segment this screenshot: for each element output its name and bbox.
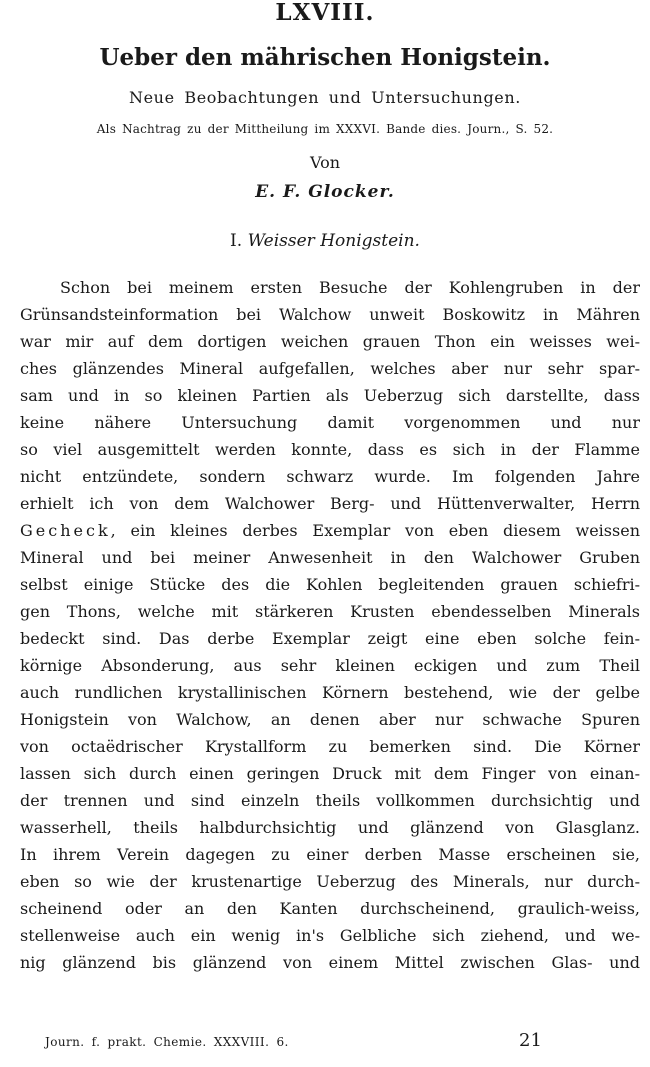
text-line: von octaëdrischer Krystallform zu bemerken sind. Die Körner	[20, 737, 640, 756]
text-line: war mir auf dem dortigen weichen grauen Thon ein weisses wei-	[20, 332, 640, 351]
text-line: auch rundlichen krystallinischen Körnern bestehend, wie der gelbe	[20, 683, 640, 702]
text-line: Honigstein von Walchow, an denen aber nur schwache Spuren	[20, 710, 640, 729]
text-line: gen Thons, welche mit stärkeren Krusten ebendesselben Minerals	[20, 602, 640, 621]
text-line: Gecheck, ein kleines derbes Exemplar von eben diesem weissen	[20, 521, 640, 540]
supplement-note: Als Nachtrag zu der Mittheilung im XXXVI. Bande dies. Journ., S. 52.	[96, 122, 554, 136]
article-subtitle: Neue Beobachtungen und Untersuchungen.	[129, 88, 521, 107]
text-line: In ihrem Verein dagegen zu einer derben Masse erscheinen sie,	[20, 845, 640, 864]
text-line: Mineral und bei meiner Anwesenheit in den Walchower Gruben	[20, 548, 640, 567]
byline-von: Von	[309, 153, 341, 172]
section-number: I.	[230, 231, 243, 251]
text-line: ches glänzendes Mineral aufgefallen, welches aber nur sehr spar-	[20, 359, 640, 378]
text-line: nicht entzündete, sondern schwarz wurde. Im folgenden Jahre	[20, 467, 640, 486]
text-line: wasserhell, theils halbdurchsichtig und glänzend von Glasglanz.	[20, 818, 640, 837]
text-line: der trennen und sind einzeln theils vollkommen durchsichtig und	[20, 791, 640, 810]
page-number: 21	[519, 1030, 542, 1051]
spaced-person-name: Gecheck	[20, 521, 111, 540]
article-title: Ueber den mährischen Honigstein.	[99, 44, 551, 71]
text-line: keine nähere Untersuchung damit vorgenommen und nur	[20, 413, 640, 432]
chapter-number: LXVIII.	[275, 0, 375, 26]
text-line: Grünsandsteinformation bei Walchow unweit Boskowitz in Mähren	[20, 305, 640, 324]
section-title: Weisser Honigstein.	[247, 231, 420, 251]
text-line: lassen sich durch einen geringen Druck mit dem Finger von einan-	[20, 764, 640, 783]
text-line: so viel ausgemittelt werden konnte, dass es sich in der Flamme	[20, 440, 640, 459]
text-line: körnige Absonderung, aus sehr kleinen eckigen und zum Theil	[20, 656, 640, 675]
text-line: eben so wie der krustenartige Ueberzug des Minerals, nur durch-	[20, 872, 640, 891]
journal-footer: Journ. f. prakt. Chemie. XXXVIII. 6.	[45, 1035, 289, 1049]
text-line: selbst einige Stücke des die Kohlen begleitenden grauen schiefri-	[20, 575, 640, 594]
body-paragraph	[20, 274, 640, 976]
text-line: bedeckt sind. Das derbe Exemplar zeigt eine eben solche fein-	[20, 629, 640, 648]
text-line: Schon bei meinem ersten Besuche der Kohlengruben in der	[60, 278, 640, 297]
section-heading	[0, 229, 650, 253]
text-line: stellenweise auch ein wenig in's Gelbliche sich ziehend, und we-	[20, 926, 640, 945]
text-line: scheinend oder an den Kanten durchscheinend, graulich-weiss,	[20, 899, 640, 918]
text-line: nig glänzend bis glänzend von einem Mittel zwischen Glas- und	[20, 953, 640, 972]
text-line: sam und in so kleinen Partien als Ueberzug sich darstellte, dass	[20, 386, 640, 405]
text-line: erhielt ich von dem Walchower Berg- und Hüttenverwalter, Herrn	[20, 494, 640, 513]
author-name: E. F. Glocker.	[255, 182, 395, 202]
